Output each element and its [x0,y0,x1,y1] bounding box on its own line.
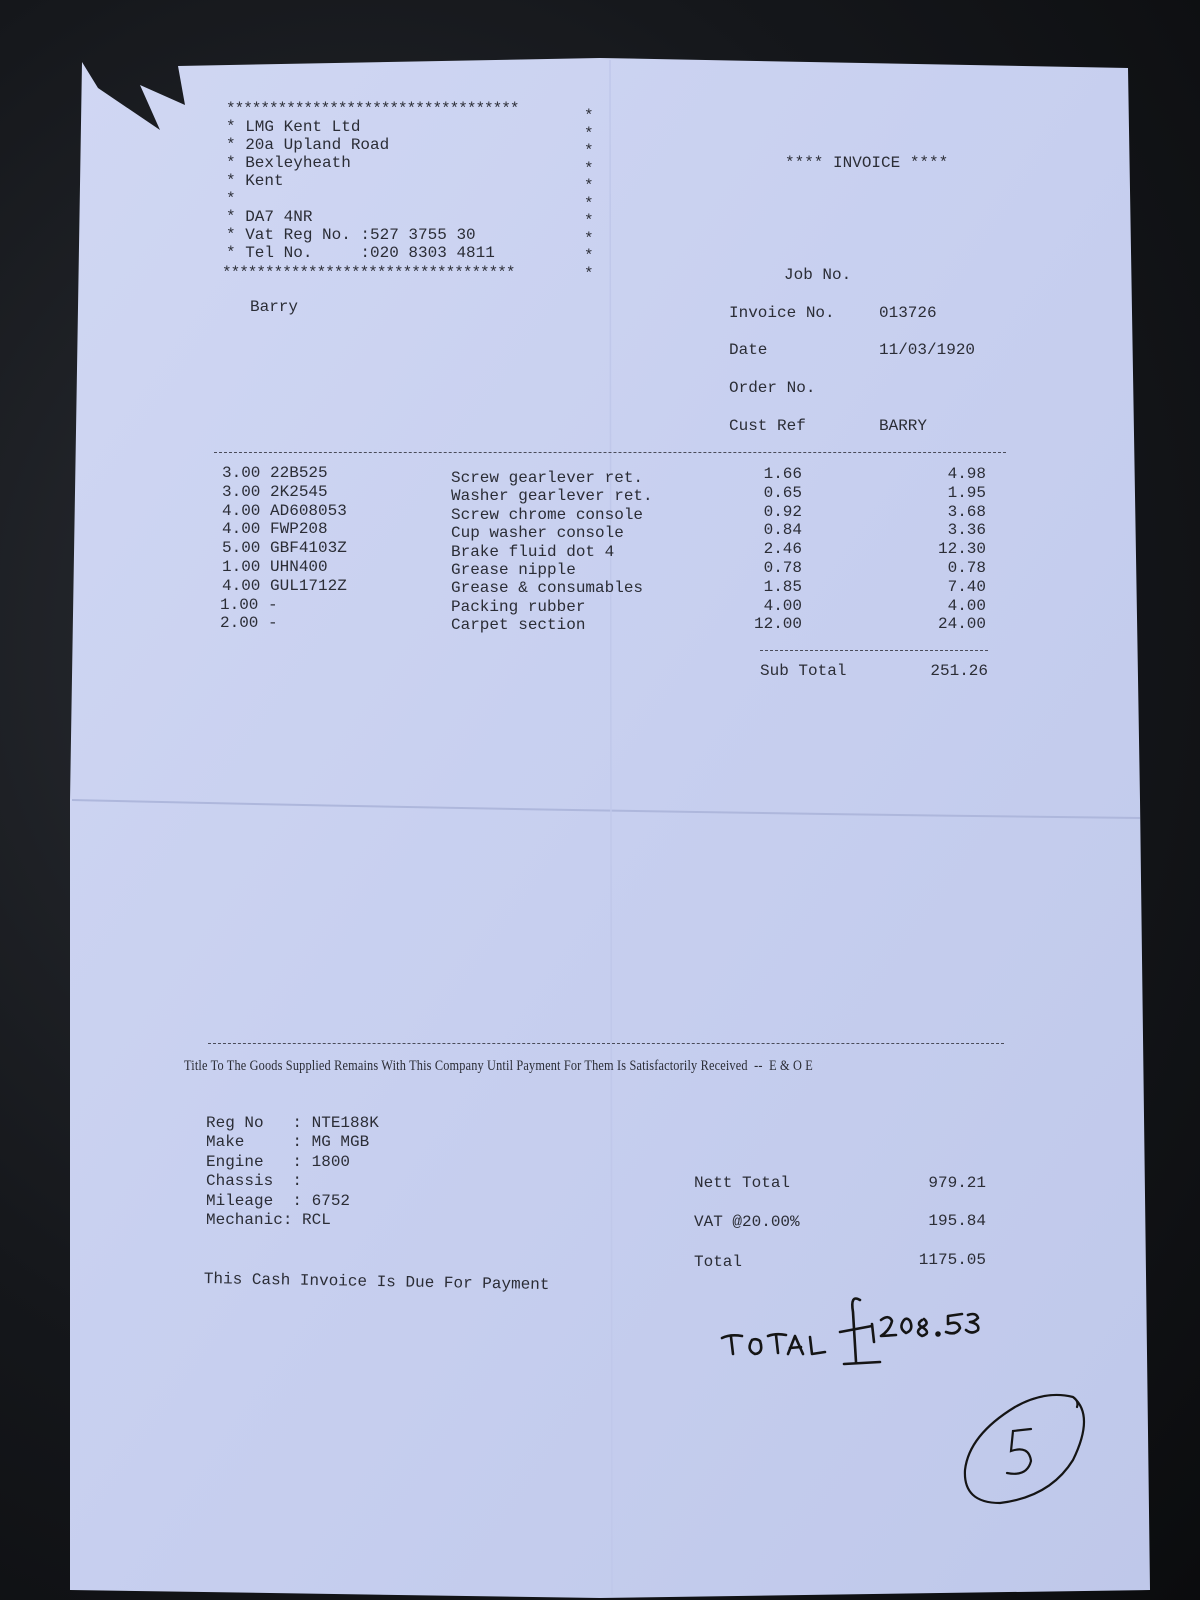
total-label: Total [694,1253,743,1271]
line-item-total: 4.98 [947,465,986,483]
date-value: 11/03/1920 [879,341,976,359]
asterisk-blank-row: * [226,190,236,208]
line-item-description: Brake fluid dot 4 [451,542,615,561]
company-address-line3: Kent [245,172,284,190]
line-item-qty-code: 2.00 - [220,614,278,633]
vehicle-chassis: Chassis : [206,1172,303,1190]
line-item-total: 0.78 [947,559,986,577]
items-separator-top [214,452,1006,453]
nett-total-value: 979.21 [928,1174,986,1192]
line-item-unit-price: 1.66 [763,465,802,483]
total-value: 1175.05 [918,1251,986,1269]
line-item-total: 1.95 [947,483,986,502]
line-item-qty-code: 1.00 UHN400 [222,558,328,576]
line-item-unit-price: 1.85 [763,577,802,596]
handwritten-total-annotation [700,1290,1040,1400]
job-no-label: Job No. [784,266,852,284]
asterisk-border-bottom: ********************************** [222,264,515,282]
line-item-qty-code: 4.00 FWP208 [222,520,328,539]
line-item-description: Carpet section [451,616,586,635]
nett-total-label: Nett Total [694,1174,791,1192]
line-item-qty-code: 5.00 GBF4103Z [222,539,347,558]
line-item-description: Screw chrome console [451,505,644,524]
order-no-label: Order No. [729,379,816,397]
invoice-no-value: 013726 [879,304,937,322]
line-item-description: Washer gearlever ret. [451,487,653,506]
company-address-row-2: * Bexleyheath [226,154,351,172]
line-item-total: 7.40 [947,577,986,596]
line-item-unit-price: 0.78 [763,559,802,577]
line-item-description: Screw gearlever ret. [451,469,644,487]
vat-label: VAT @20.00% [694,1213,800,1231]
company-postcode-row: * DA7 4NR [226,208,313,226]
company-address-row-1: * 20a Upland Road [226,136,390,154]
company-tel: Tel No. :020 8303 4811 [245,244,495,262]
date-label: Date [729,341,768,359]
company-tel-row: * Tel No. :020 8303 4811 [226,244,495,262]
vehicle-make: Make : MG MGB [206,1133,370,1151]
invoice-no-label: Invoice No. [729,304,835,322]
line-item-qty-code: 3.00 2K2545 [222,482,328,501]
circled-page-number [955,1385,1095,1515]
invoice-title: **** INVOICE **** [785,154,949,172]
line-item-unit-price: 4.00 [763,596,802,615]
line-item-total: 4.00 [947,596,986,615]
company-address-row-3: * Kent [226,172,284,190]
line-item-unit-price: 0.92 [763,502,802,521]
subtotal-label: Sub Total [760,662,847,680]
vehicle-engine: Engine : 1800 [206,1153,351,1171]
company-vat: Vat Reg No. :527 3755 30 [245,226,476,244]
line-item-total: 24.00 [937,615,986,634]
line-item-description: Cup washer console [451,524,624,543]
company-name: LMG Kent Ltd [245,118,361,136]
line-item-qty-code: 4.00 GUL1712Z [222,576,347,595]
line-item-description: Grease nipple [451,561,576,579]
line-item-unit-price: 2.46 [763,540,802,559]
line-item-description: Packing rubber [451,597,586,616]
payment-due-notice: This Cash Invoice Is Due For Payment [203,1270,550,1295]
asterisk-border-right: * * * * * * * * * * [584,107,594,283]
line-item-description: Grease & consumables [451,579,644,598]
footer-separator [208,1043,1004,1044]
company-address-line1: 20a Upland Road [245,136,390,154]
vat-value: 195.84 [928,1212,986,1230]
line-item-qty-code: 4.00 AD608053 [222,501,347,520]
legal-notice: Title To The Goods Supplied Remains With This Company Until Payment For Them Is Satisfactorily Received -- E & O E [184,1058,813,1074]
vehicle-mechanic: Mechanic: RCL [206,1211,331,1229]
line-item-total: 3.36 [947,521,986,540]
line-item-unit-price: 0.65 [763,483,802,502]
line-item-unit-price: 0.84 [763,521,802,540]
company-vat-row: * Vat Reg No. :527 3755 30 [226,226,476,244]
line-item-total: 12.30 [937,540,986,559]
cust-ref-label: Cust Ref [729,417,806,435]
vehicle-mileage: Mileage : 6752 [206,1192,351,1210]
line-item-qty-code: 3.00 22B525 [222,464,328,482]
cust-ref-value: BARRY [879,417,928,435]
line-item-qty-code: 1.00 - [220,595,278,614]
subtotal-value: 251.26 [930,662,988,680]
asterisk-border-top: ********************************** [226,100,519,118]
line-item-total: 3.68 [947,502,986,521]
company-name-row: * LMG Kent Ltd [226,118,361,136]
subtotal-rule [760,650,988,651]
company-postcode: DA7 4NR [245,208,313,226]
company-address-line2: Bexleyheath [245,154,351,172]
line-item-unit-price: 12.00 [753,615,802,634]
vehicle-reg: Reg No : NTE188K [206,1114,379,1132]
customer-name: Barry [250,298,299,316]
